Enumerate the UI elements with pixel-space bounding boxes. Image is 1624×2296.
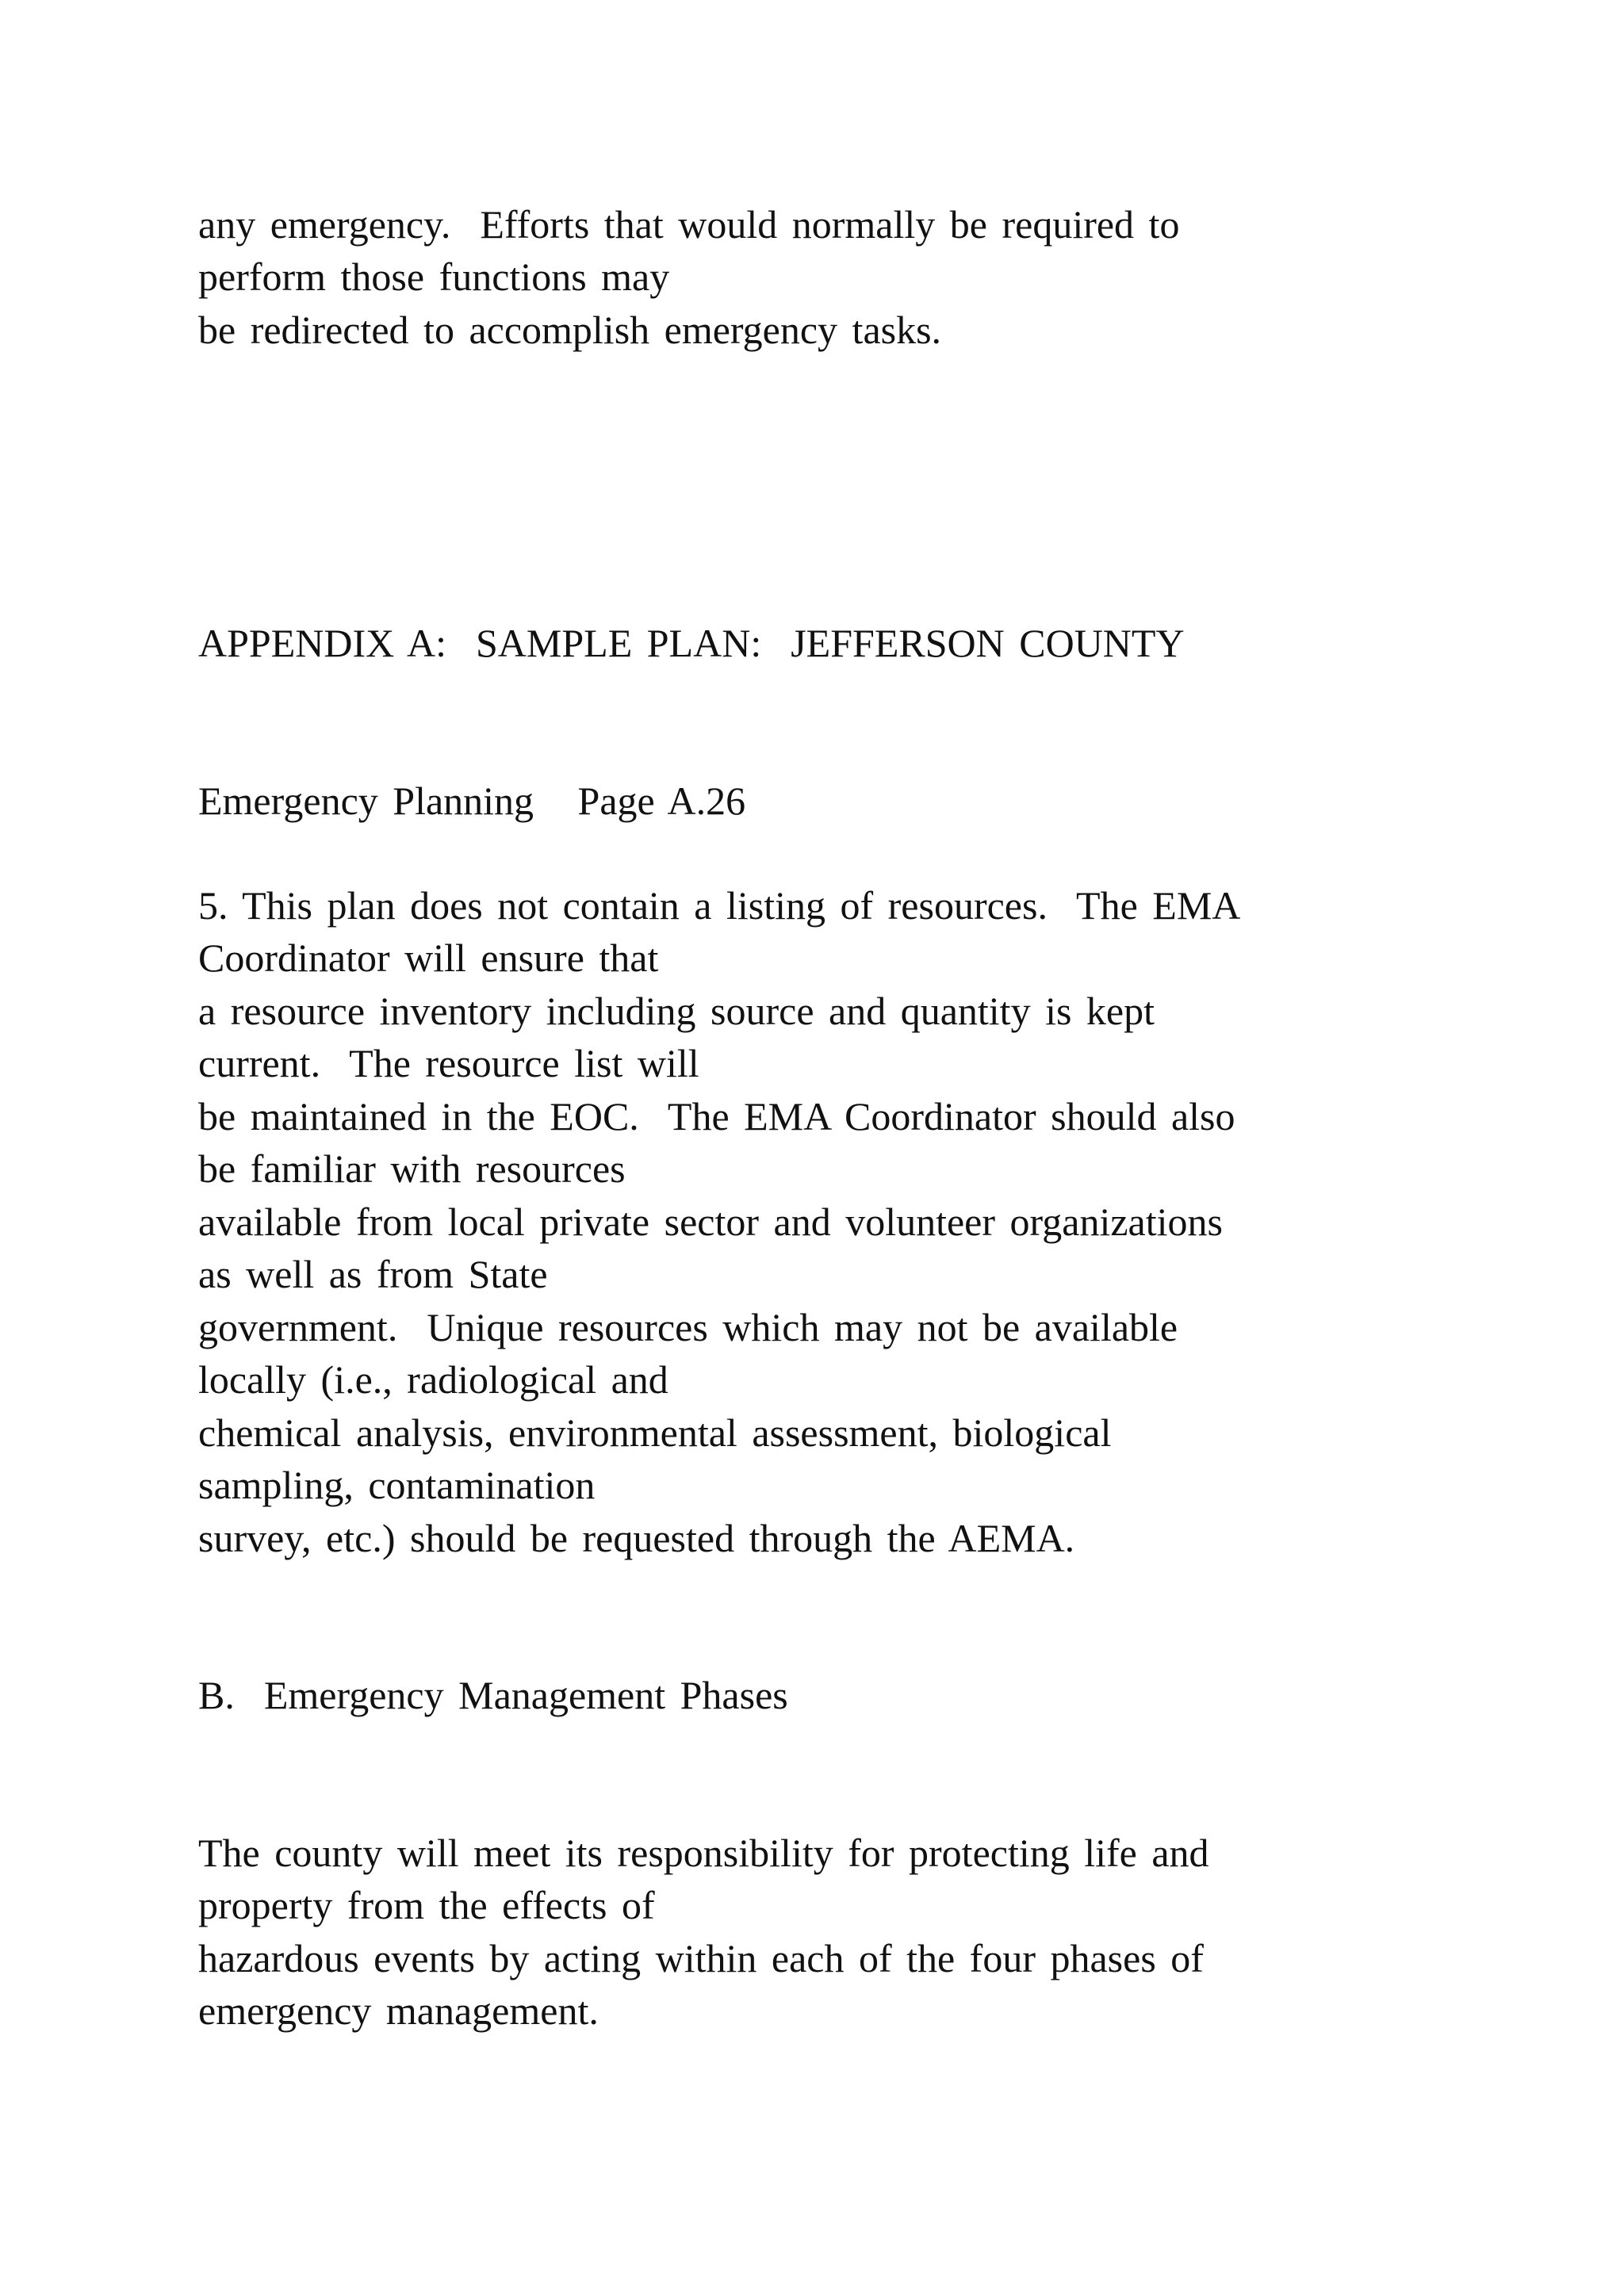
resources-line-1: 5. This plan does not contain a listing of resources. The EMA xyxy=(198,883,1241,928)
intro-line-3: be redirected to accomplish emergency tasks. xyxy=(198,308,942,352)
phases-line-1: The county will meet its responsibility for protecting life and xyxy=(198,1831,1209,1875)
resources-line-12: sampling, contamination xyxy=(198,1463,596,1507)
resources-line-8: as well as from State xyxy=(198,1252,548,1296)
resources-line-11: chemical analysis, environmental assessment, biological xyxy=(198,1410,1112,1455)
resources-line-5: be maintained in the EOC. The EMA Coordinator should also xyxy=(198,1094,1235,1138)
intro-line-1: any emergency. Efforts that would normally be required to xyxy=(198,202,1180,247)
phases-line-4: emergency management. xyxy=(198,1988,599,2033)
phases-line-3: hazardous events by acting within each of the four phases of xyxy=(198,1936,1204,1980)
resources-line-7: available from local private sector and volunteer organizations xyxy=(198,1200,1223,1244)
resources-line-6: be familiar with resources xyxy=(198,1146,626,1191)
resources-line-9: government. Unique resources which may not be available xyxy=(198,1305,1178,1349)
resources-line-13: survey, etc.) should be requested through the AEMA. xyxy=(198,1516,1075,1560)
resources-line-3: a resource inventory including source and quantity is kept xyxy=(198,989,1155,1033)
resources-line-4: current. The resource list will xyxy=(198,1041,699,1085)
phases-line-2: property from the effects of xyxy=(198,1883,655,1927)
intro-line-2: perform those functions may xyxy=(198,254,670,299)
page-label: Emergency Planning Page A.26 xyxy=(198,779,746,823)
section-b-heading: B. Emergency Management Phases xyxy=(198,1673,788,1717)
resources-line-2: Coordinator will ensure that xyxy=(198,936,659,980)
appendix-heading: APPENDIX A: SAMPLE PLAN: JEFFERSON COUNTY xyxy=(198,621,1185,665)
resources-line-10: locally (i.e., radiological and xyxy=(198,1357,668,1402)
